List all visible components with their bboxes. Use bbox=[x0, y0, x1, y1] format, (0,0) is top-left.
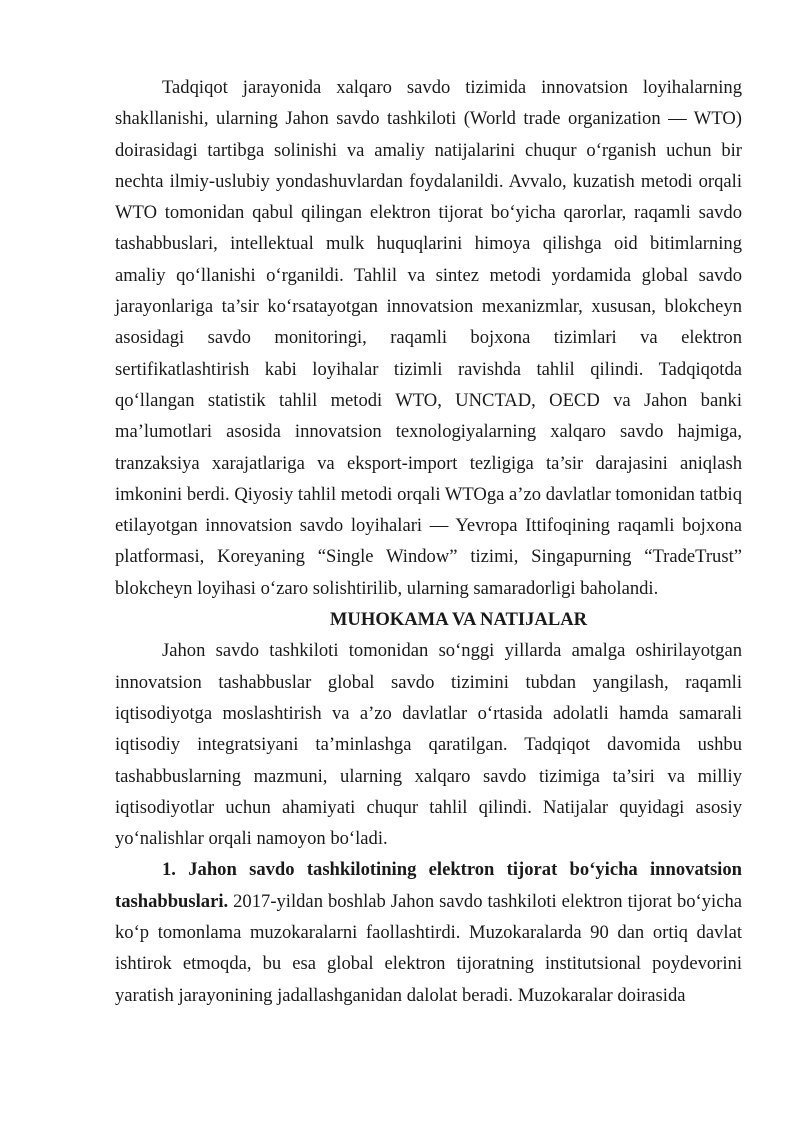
paragraph-ecommerce-text: 2017-yildan boshlab Jahon savdo tashkiloti elektron tijorat bo‘yicha ko‘p tomonlama muzokaralarni faollashtirdi. Muzokaralarda 90 dan ortiq davlat ishtirok etmoqda, bu esa global elektron tijoratning institutsional poydevorini yaratish jarayonining jadallashganidan dalolat beradi. Muzokaralar doirasida bbox=[115, 890, 742, 1006]
paragraph-ecommerce-heading: 1. Jahon savdo tashkilotining elektron tijorat bo‘yicha innovatsion tashabbuslari. bbox=[115, 859, 742, 912]
section-heading: MUHOKAMA VA NATIJALAR bbox=[329, 609, 588, 631]
paragraph-methods: Tadqiqot jarayonida xalqaro savdo tizimida innovatsion loyihalarning shakllanishi, ularning Jahon savdo tashkiloti (World trade organization — WTO) doirasidagi tartibga solinishi va amaliy natijalarini chuqur o‘rganish uchun bir nechta ilmiy-uslubiy yondashuvlardan foydalanildi. Avvalo, kuzatish metodi orqali WTO tomonidan qabul qilingan elektron tijorat bo‘yicha qarorlar, raqamli savdo tashabbuslari, intellektual mulk huquqlarini himoya qilishga oid bitimlarning amaliy qo‘llanishi o‘rganildi. Tahlil va sintez metodi yordamida global savdo jarayonlariga ta’sir ko‘rsatayotgan innovatsion mexanizmlar, xususan, blokcheyn asosidagi savdo monitoringi, raqamli bojxona tizimlari va elektron sertifikatlashtirish kabi loyihalar tizimli ravishda tahlil qilindi. Tadqiqotda qo‘llangan statistik tahlil metodi WTO, UNCTAD, OECD va Jahon banki ma’lumotlari asosida innovatsion texnologiyalarning xalqaro savdo hajmiga, tranzaksiya xarajatlariga va eksport-import tezligiga ta’sir darajasini aniqlash imkonini berdi. Qiyosiy tahlil metodi orqali WTOga a’zo davlatlar tomonidan tatbiq etilayotgan innovatsion savdo loyihalari — Yevropa Ittifoqining raqamli bojxona platformasi, Koreyaning “Single Window” tizimi, Singapurning “TradeTrust” blokcheyn loyihasi o‘zaro solishtirilib, ularning samaradorligi baholandi. bbox=[115, 77, 742, 599]
document-page bbox=[115, 72, 742, 1011]
paragraph-discussion: Jahon savdo tashkiloti tomonidan so‘nggi yillarda amalga oshirilayotgan innovatsion tashabbuslar global savdo tizimini tubdan yangilash, raqamli iqtisodiyotga moslashtirish va a’zo davlatlar o‘rtasida adolatli hamda samarali iqtisodiy integratsiyani ta’minlashga qaratilgan. Tadqiqot davomida ushbu tashabbuslarning mazmuni, ularning xalqaro savdo tizimiga ta’siri va milliy iqtisodiyotlar uchun ahamiyati chuqur tahlil qilindi. Natijalar quyidagi asosiy yo‘nalishlar orqali namoyon bo‘ladi. bbox=[115, 640, 742, 850]
paragraph-ecommerce bbox=[115, 854, 742, 1010]
